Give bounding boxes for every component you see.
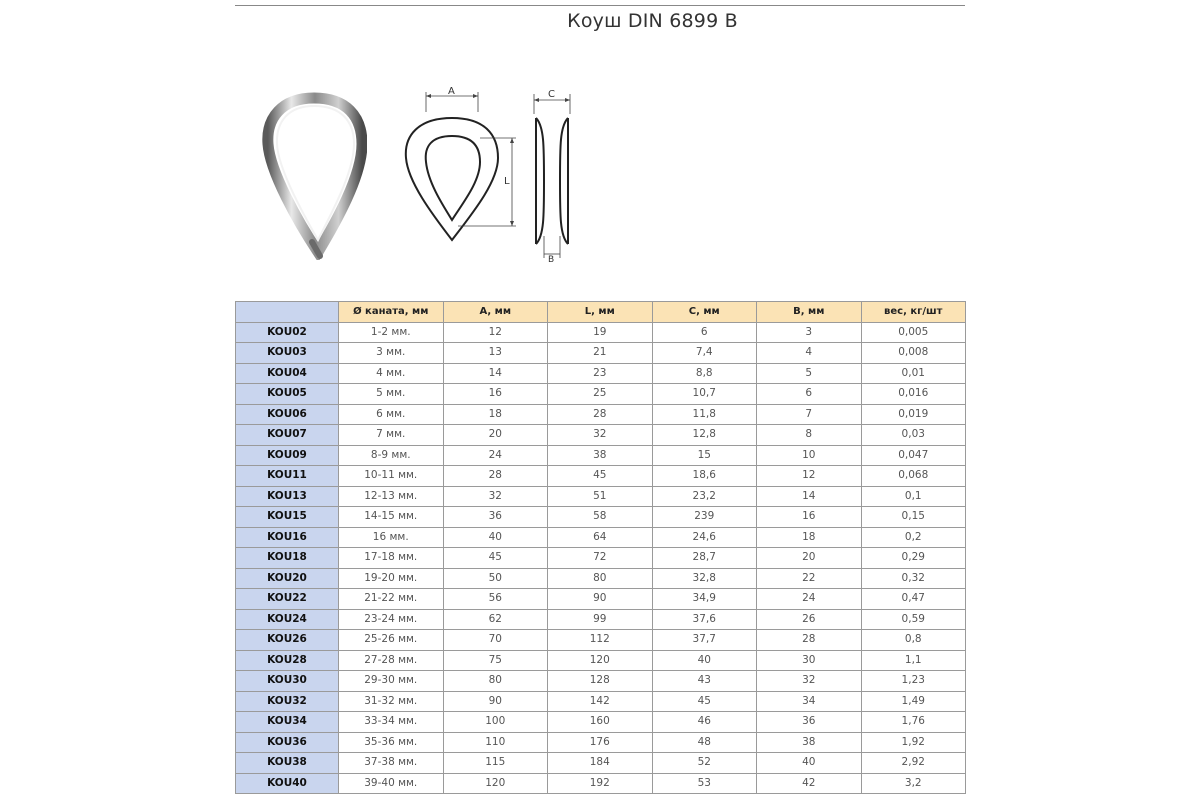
weight-cell: 1,1 (861, 650, 966, 671)
table-row (236, 384, 966, 405)
weight-cell: 0,01 (861, 363, 966, 384)
weight-cell: 2,92 (861, 753, 966, 774)
model-code-cell: KOU07 (236, 425, 339, 446)
dim-b-cell: 38 (757, 732, 862, 753)
dim-a-cell: 90 (443, 691, 548, 712)
dim-l-cell: 120 (548, 650, 653, 671)
rope-diameter-cell: 27-28 мм. (339, 650, 444, 671)
model-code-cell: KOU28 (236, 650, 339, 671)
dim-l-cell: 192 (548, 773, 653, 794)
dim-c-cell: 11,8 (652, 404, 757, 425)
dim-c-cell: 28,7 (652, 548, 757, 569)
dim-a-cell: 36 (443, 507, 548, 528)
dim-b-cell: 24 (757, 589, 862, 610)
rope-diameter-cell: 7 мм. (339, 425, 444, 446)
dim-c-cell: 37,7 (652, 630, 757, 651)
dim-l-cell: 90 (548, 589, 653, 610)
table-header-row (236, 302, 966, 323)
dim-a-cell: 45 (443, 548, 548, 569)
thimble-photo (262, 92, 367, 260)
specification-table (235, 301, 966, 794)
model-code-cell: KOU30 (236, 671, 339, 692)
dim-c-cell: 239 (652, 507, 757, 528)
table-body (236, 322, 966, 794)
table-row (236, 445, 966, 466)
table-row (236, 466, 966, 487)
model-code-cell: KOU15 (236, 507, 339, 528)
dim-l-cell: 99 (548, 609, 653, 630)
dim-a-cell: 100 (443, 712, 548, 733)
table-row (236, 343, 966, 364)
rope-diameter-cell: 6 мм. (339, 404, 444, 425)
top-divider (235, 5, 965, 6)
dim-a-cell: 56 (443, 589, 548, 610)
dim-l-cell: 32 (548, 425, 653, 446)
table-row (236, 548, 966, 569)
model-code-cell: KOU02 (236, 322, 339, 343)
table-row (236, 486, 966, 507)
dim-l-cell: 28 (548, 404, 653, 425)
table-row (236, 568, 966, 589)
model-code-cell: KOU36 (236, 732, 339, 753)
weight-cell: 1,49 (861, 691, 966, 712)
model-code-cell: KOU22 (236, 589, 339, 610)
dim-b-cell: 30 (757, 650, 862, 671)
rope-diameter-cell: 12-13 мм. (339, 486, 444, 507)
table-row (236, 712, 966, 733)
weight-cell: 0,068 (861, 466, 966, 487)
rope-diameter-cell: 19-20 мм. (339, 568, 444, 589)
dim-b-cell: 40 (757, 753, 862, 774)
dim-b-cell: 6 (757, 384, 862, 405)
table-row (236, 609, 966, 630)
dim-l-cell: 80 (548, 568, 653, 589)
dimension-b-label: B (548, 255, 555, 264)
weight-cell: 0,005 (861, 322, 966, 343)
rope-diameter-cell: 25-26 мм. (339, 630, 444, 651)
table-row (236, 404, 966, 425)
dim-a-cell: 50 (443, 568, 548, 589)
table-row (236, 671, 966, 692)
dim-l-cell: 184 (548, 753, 653, 774)
model-code-cell: KOU11 (236, 466, 339, 487)
dim-c-cell: 12,8 (652, 425, 757, 446)
rope-diameter-cell: 23-24 мм. (339, 609, 444, 630)
dim-b-cell: 32 (757, 671, 862, 692)
rope-diameter-cell: 37-38 мм. (339, 753, 444, 774)
model-code-cell: KOU16 (236, 527, 339, 548)
dim-l-cell: 160 (548, 712, 653, 733)
dim-a-cell: 62 (443, 609, 548, 630)
front-view-drawing (398, 86, 520, 248)
dim-c-cell: 45 (652, 691, 757, 712)
table-row (236, 732, 966, 753)
dim-l-cell: 58 (548, 507, 653, 528)
rope-diameter-cell: 5 мм. (339, 384, 444, 405)
dim-c-cell: 23,2 (652, 486, 757, 507)
rope-diameter-cell: 8-9 мм. (339, 445, 444, 466)
weight-cell: 0,008 (861, 343, 966, 364)
dim-c-cell: 15 (652, 445, 757, 466)
weight-cell: 1,23 (861, 671, 966, 692)
dim-l-cell: 23 (548, 363, 653, 384)
header-weight: вес, кг/шт (861, 302, 966, 323)
table-row (236, 753, 966, 774)
rope-diameter-cell: 39-40 мм. (339, 773, 444, 794)
dim-c-cell: 52 (652, 753, 757, 774)
dim-a-cell: 28 (443, 466, 548, 487)
model-code-cell: KOU05 (236, 384, 339, 405)
weight-cell: 0,32 (861, 568, 966, 589)
weight-cell: 1,92 (861, 732, 966, 753)
rope-diameter-cell: 33-34 мм. (339, 712, 444, 733)
dim-a-cell: 24 (443, 445, 548, 466)
table-row (236, 322, 966, 343)
dim-l-cell: 51 (548, 486, 653, 507)
model-code-cell: KOU26 (236, 630, 339, 651)
weight-cell: 3,2 (861, 773, 966, 794)
model-code-cell: KOU03 (236, 343, 339, 364)
header-a: A, мм (443, 302, 548, 323)
model-code-cell: KOU09 (236, 445, 339, 466)
dim-c-cell: 53 (652, 773, 757, 794)
table-row (236, 589, 966, 610)
dim-c-cell: 7,4 (652, 343, 757, 364)
dim-b-cell: 28 (757, 630, 862, 651)
model-code-cell: KOU18 (236, 548, 339, 569)
dim-l-cell: 45 (548, 466, 653, 487)
dim-b-cell: 42 (757, 773, 862, 794)
dim-l-cell: 38 (548, 445, 653, 466)
weight-cell: 0,29 (861, 548, 966, 569)
weight-cell: 0,03 (861, 425, 966, 446)
weight-cell: 0,47 (861, 589, 966, 610)
dim-l-cell: 128 (548, 671, 653, 692)
dim-c-cell: 10,7 (652, 384, 757, 405)
rope-diameter-cell: 35-36 мм. (339, 732, 444, 753)
dim-a-cell: 12 (443, 322, 548, 343)
model-code-cell: KOU38 (236, 753, 339, 774)
header-rope-diameter: Ø каната, мм (339, 302, 444, 323)
table-row (236, 507, 966, 528)
model-code-cell: KOU20 (236, 568, 339, 589)
dim-l-cell: 72 (548, 548, 653, 569)
dim-b-cell: 7 (757, 404, 862, 425)
dim-l-cell: 21 (548, 343, 653, 364)
weight-cell: 0,047 (861, 445, 966, 466)
weight-cell: 0,15 (861, 507, 966, 528)
dim-b-cell: 20 (757, 548, 862, 569)
header-l: L, мм (548, 302, 653, 323)
model-code-cell: KOU34 (236, 712, 339, 733)
dim-c-cell: 34,9 (652, 589, 757, 610)
model-code-cell: KOU32 (236, 691, 339, 712)
rope-diameter-cell: 3 мм. (339, 343, 444, 364)
dim-l-cell: 112 (548, 630, 653, 651)
rope-diameter-cell: 21-22 мм. (339, 589, 444, 610)
header-corner-cell (236, 302, 339, 323)
rope-diameter-cell: 14-15 мм. (339, 507, 444, 528)
rope-diameter-cell: 16 мм. (339, 527, 444, 548)
dim-b-cell: 5 (757, 363, 862, 384)
dim-l-cell: 176 (548, 732, 653, 753)
dim-l-cell: 64 (548, 527, 653, 548)
dim-b-cell: 14 (757, 486, 862, 507)
page-title: Коуш DIN 6899 B (567, 10, 738, 32)
table-row (236, 363, 966, 384)
weight-cell: 0,1 (861, 486, 966, 507)
dim-c-cell: 8,8 (652, 363, 757, 384)
model-code-cell: KOU40 (236, 773, 339, 794)
table-row (236, 630, 966, 651)
rope-diameter-cell: 4 мм. (339, 363, 444, 384)
dim-c-cell: 24,6 (652, 527, 757, 548)
dim-b-cell: 4 (757, 343, 862, 364)
table-row (236, 527, 966, 548)
rope-diameter-cell: 10-11 мм. (339, 466, 444, 487)
dim-c-cell: 43 (652, 671, 757, 692)
dim-l-cell: 142 (548, 691, 653, 712)
dim-c-cell: 37,6 (652, 609, 757, 630)
header-b: B, мм (757, 302, 862, 323)
dim-b-cell: 22 (757, 568, 862, 589)
dimension-c-label: C (548, 89, 555, 100)
weight-cell: 0,59 (861, 609, 966, 630)
table-row (236, 691, 966, 712)
dim-a-cell: 18 (443, 404, 548, 425)
dim-b-cell: 26 (757, 609, 862, 630)
dim-c-cell: 6 (652, 322, 757, 343)
dim-a-cell: 115 (443, 753, 548, 774)
dim-c-cell: 40 (652, 650, 757, 671)
dim-b-cell: 12 (757, 466, 862, 487)
dim-a-cell: 14 (443, 363, 548, 384)
dim-c-cell: 48 (652, 732, 757, 753)
dim-b-cell: 36 (757, 712, 862, 733)
rope-diameter-cell: 1-2 мм. (339, 322, 444, 343)
rope-diameter-cell: 17-18 мм. (339, 548, 444, 569)
table-row (236, 425, 966, 446)
weight-cell: 0,2 (861, 527, 966, 548)
dim-a-cell: 75 (443, 650, 548, 671)
rope-diameter-cell: 31-32 мм. (339, 691, 444, 712)
dimension-a-label: A (448, 86, 455, 97)
dim-a-cell: 40 (443, 527, 548, 548)
model-code-cell: KOU13 (236, 486, 339, 507)
table-row (236, 773, 966, 794)
weight-cell: 0,016 (861, 384, 966, 405)
model-code-cell: KOU04 (236, 363, 339, 384)
table-row (236, 650, 966, 671)
dim-b-cell: 16 (757, 507, 862, 528)
dim-c-cell: 18,6 (652, 466, 757, 487)
dim-a-cell: 120 (443, 773, 548, 794)
model-code-cell: KOU24 (236, 609, 339, 630)
dim-b-cell: 18 (757, 527, 862, 548)
dim-b-cell: 8 (757, 425, 862, 446)
weight-cell: 1,76 (861, 712, 966, 733)
weight-cell: 0,8 (861, 630, 966, 651)
dim-a-cell: 70 (443, 630, 548, 651)
weight-cell: 0,019 (861, 404, 966, 425)
dimension-l-label: L (504, 176, 510, 187)
dim-c-cell: 32,8 (652, 568, 757, 589)
dim-b-cell: 10 (757, 445, 862, 466)
model-code-cell: KOU06 (236, 404, 339, 425)
dim-b-cell: 3 (757, 322, 862, 343)
dim-c-cell: 46 (652, 712, 757, 733)
dim-a-cell: 110 (443, 732, 548, 753)
dim-b-cell: 34 (757, 691, 862, 712)
header-c: C, мм (652, 302, 757, 323)
side-view-drawing (526, 86, 580, 264)
dim-a-cell: 20 (443, 425, 548, 446)
dim-a-cell: 32 (443, 486, 548, 507)
rope-diameter-cell: 29-30 мм. (339, 671, 444, 692)
dim-a-cell: 80 (443, 671, 548, 692)
dim-a-cell: 16 (443, 384, 548, 405)
dim-a-cell: 13 (443, 343, 548, 364)
dim-l-cell: 25 (548, 384, 653, 405)
dim-l-cell: 19 (548, 322, 653, 343)
